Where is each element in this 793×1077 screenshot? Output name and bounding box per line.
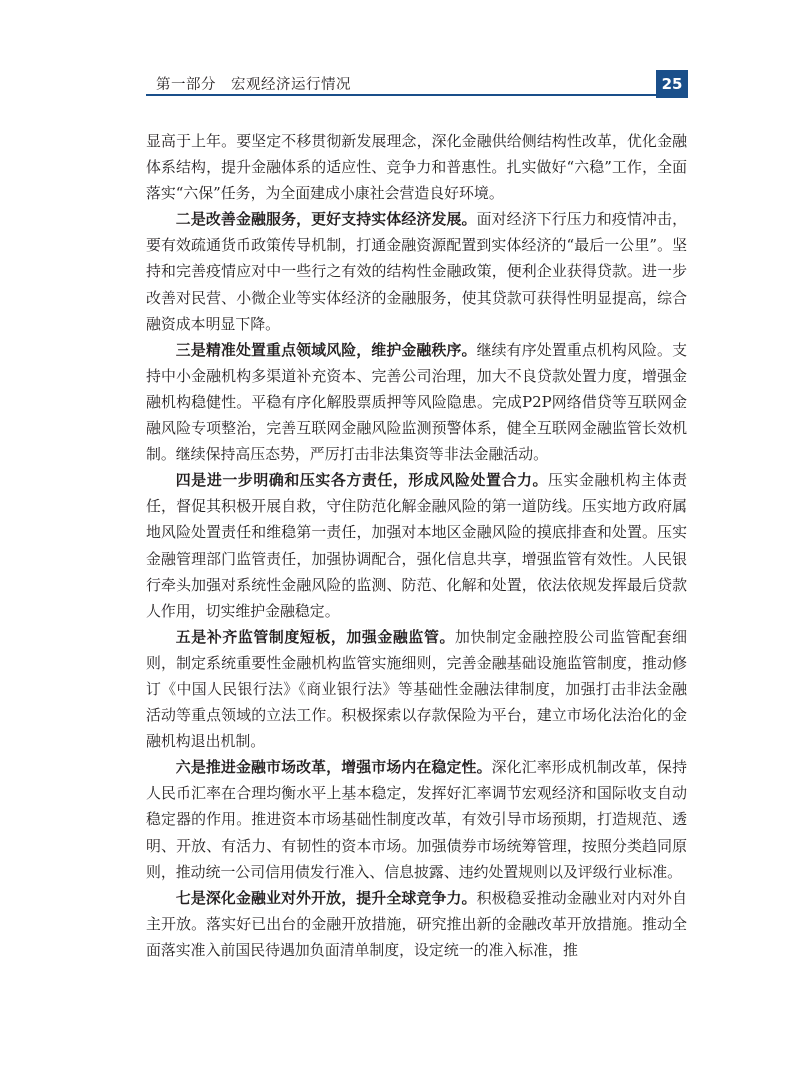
paragraph-improve-financial-services xyxy=(146,206,687,336)
running-header-title: 第一部分 宏观经济运行情况 xyxy=(156,77,351,93)
paragraph-regulation xyxy=(146,624,687,754)
page-header xyxy=(146,70,686,96)
paragraph-text: 积极稳妥推动金融业对内对外自主开放。落实好已出台的金融开放措施，研究推出新的金融改革开放措施。推动全面落实准入前国民待遇加负面清单制度，设定统一的准入标准，推 xyxy=(146,888,687,959)
paragraph-market-reform xyxy=(146,754,687,884)
paragraph-lead: 七是深化金融业对外开放，提升全球竞争力。 xyxy=(175,888,477,907)
paragraph-lead: 二是改善金融服务，更好支持实体经济发展。 xyxy=(175,210,477,229)
paragraph-lead: 三是精准处置重点领域风险，维护金融秩序。 xyxy=(175,340,477,359)
paragraph-text: 面对经济下行压力和疫情冲击，要有效疏通货币政策传导机制，打通金融资源配置到实体经济的“最后一公里”。坚持和完善疫情应对中一些行之有效的结构性金融政策，便利企业获得贷款。进一步改善对民营、小微企业等实体经济的金融服务，使其贷款可获得性明显提高，综合融资成本明显下降。 xyxy=(146,210,687,333)
body-text xyxy=(146,128,687,963)
paragraph-text: 继续有序处置重点机构风险。支持中小金融机构多渠道补充资本、完善公司治理，加大不良贷款处置力度，增强金融机构稳健性。平稳有序化解股票质押等风险隐患。完成P2P网络借贷等互联网金融风险专项整治，完善互联网金融风险监测预警体系，健全互联网金融监管长效机制。继续保持高压态势，严厉打击非法集资等非法金融活动。 xyxy=(146,340,687,464)
paragraph-lead: 四是进一步明确和压实各方责任，形成风险处置合力。 xyxy=(175,471,549,490)
paragraph-lead: 六是推进金融市场改革，增强市场内在稳定性。 xyxy=(175,758,492,777)
paragraph-text: 加快制定金融控股公司监管配套细则，制定系统重要性金融机构监管实施细则，完善金融基础设施监管制度，推动修订《中国人民银行法》《商业银行法》等基础性金融法律制度，加强打击非法金融活动等重点领域的立法工作。积极探索以存款保险为平台，建立市场化法治化的金融机构退出机制。 xyxy=(146,627,687,751)
paragraph-lead: 五是补齐监管制度短板，加强金融监管。 xyxy=(175,627,455,646)
paragraph-text: 压实金融机构主体责任，督促其积极开展自救，守住防范化解金融风险的第一道防线。压实地方政府属地风险处置责任和维稳第一责任，加强对本地区金融风险的摸底排查和处置。压实金融管理部门监管责任，加强协调配合，强化信息共享，增强监管有效性。人民银行牵头加强对系统性金融风险的监测、防范、化解和处置，依法依规发挥最后贷款人作用，切实维护金融稳定。 xyxy=(146,471,687,620)
paragraph-risk-handling xyxy=(146,337,687,467)
paragraph-opening-up xyxy=(146,885,687,963)
page-number: 25 xyxy=(656,70,688,98)
header-rule xyxy=(146,94,658,96)
paragraph-text: 深化汇率形成机制改革，保持人民币汇率在合理均衡水平上基本稳定，发挥好汇率调节宏观经济和国际收支自动稳定器的作用。推进资本市场基础性制度改革，有效引导市场预期，打造规范、透明、开放、有活力、有韧性的资本市场。加强债券市场统筹管理，按照分类趋同原则，推动统一公司信用债发行准入、信息披露、违约处置规则以及评级行业标准。 xyxy=(146,758,687,881)
paragraph-text: 显高于上年。要坚定不移贯彻新发展理念，深化金融供给侧结构性改革，优化金融体系结构，提升金融体系的适应性、竞争力和普惠性。扎实做好“六稳”工作，全面落实“六保”任务，为全面建成小康社会营造良好环境。 xyxy=(146,132,687,203)
paragraph-continued xyxy=(146,128,687,206)
paragraph-responsibilities xyxy=(146,467,687,624)
